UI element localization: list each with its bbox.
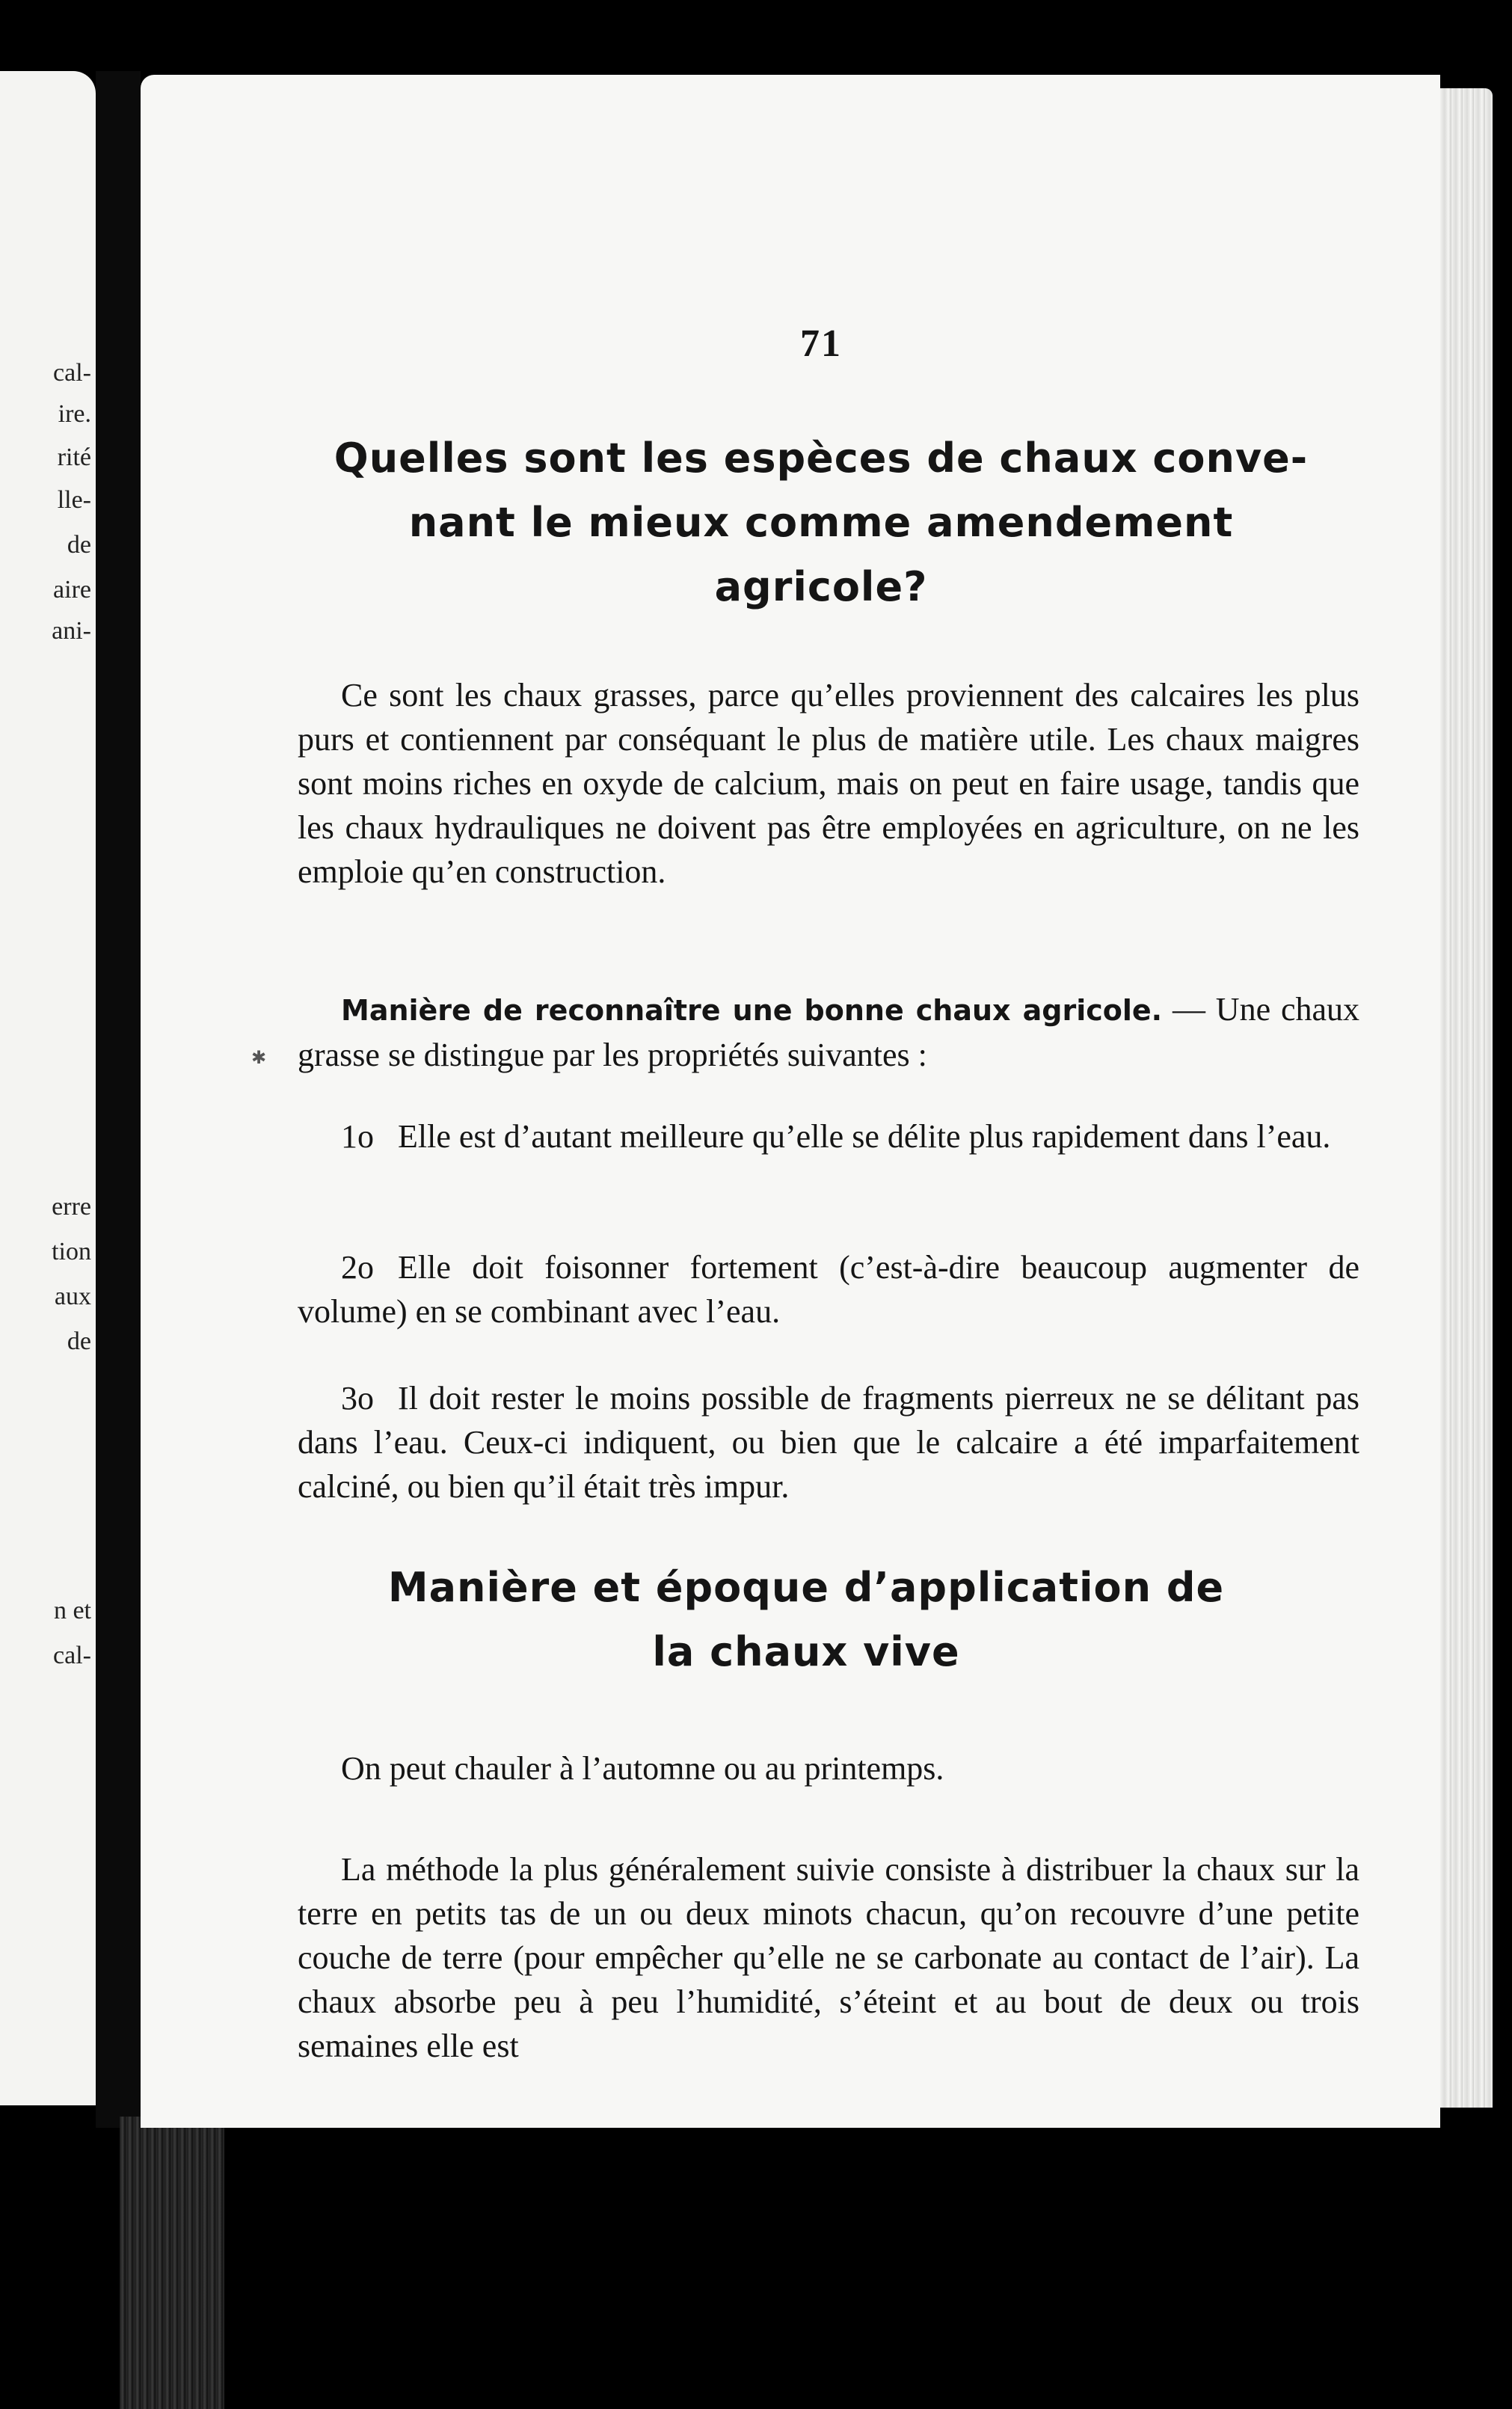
section-heading-application xyxy=(298,1556,1315,1684)
left-page-fragment: ani- xyxy=(52,617,91,645)
left-page-fragment: erre xyxy=(52,1193,91,1221)
paragraph-reconnaitre xyxy=(298,987,1359,1077)
heading-line: la chaux vive xyxy=(652,1628,960,1675)
left-page-fragment: lle- xyxy=(57,486,91,514)
left-page-fragment: tion xyxy=(52,1238,91,1265)
right-page xyxy=(141,75,1440,2128)
book-spine-binding xyxy=(120,2117,224,2409)
list-number: 3o xyxy=(341,1380,374,1417)
paragraph-text: — Une chaux grasse se distingue par les propriétés suivantes : xyxy=(298,991,1359,1073)
list-text: Elle doit foisonner fortement (c’est-à-dire beaucoup augmenter de volume) en se combinant avec l’eau. xyxy=(298,1249,1359,1330)
heading-line: agricole? xyxy=(714,563,928,610)
left-page-fragment: cal- xyxy=(53,359,91,387)
heading-line: Manière et époque d’application de xyxy=(387,1564,1225,1611)
list-item xyxy=(298,1114,1359,1159)
left-page-fragment: de xyxy=(67,1328,91,1355)
page-edges xyxy=(1440,88,1493,2108)
print-speck: ✱ xyxy=(251,1047,267,1068)
heading-line: Quelles sont les espèces de chaux conve- xyxy=(334,435,1309,482)
list-item xyxy=(298,1376,1359,1509)
paragraph-chauler: On peut chauler à l’automne ou au printemps. xyxy=(341,1750,944,1787)
list-item xyxy=(298,1245,1359,1334)
left-page-fragment: aux xyxy=(54,1283,91,1310)
left-page-fragment: cal- xyxy=(53,1642,91,1669)
page-number: 71 xyxy=(800,322,842,365)
left-facing-page xyxy=(0,71,96,2105)
paragraph-methode: La méthode la plus généralement suivie consiste à distribuer la chaux sur la terre en petits tas de un ou deux minots chacun, qu’on recouvre d’une petite couche de terre (pour empêcher qu’elle ne se carbonate au contact de l’air). La chaux absorbe peu à peu l’humidité, s’éteint et au bout de deux ou trois semaines elle est xyxy=(298,1851,1359,2064)
section-heading-chaux-types xyxy=(290,426,1352,619)
heading-line: nant le mieux comme amendement xyxy=(408,499,1234,546)
left-page-fragment: de xyxy=(67,531,91,559)
list-text: Elle est d’autant meilleure qu’elle se délite plus rapidement dans l’eau. xyxy=(398,1118,1331,1155)
run-in-heading: Manière de reconnaître une bonne chaux agricole. xyxy=(341,994,1163,1027)
left-page-fragment: aire xyxy=(53,576,91,604)
list-number: 1o xyxy=(341,1118,374,1155)
paragraph-chaux-grasses: Ce sont les chaux grasses, parce qu’elles proviennent des calcaires les plus purs et contiennent par conséquant le plus de matière utile. Les chaux maigres sont moins riches en oxyde de calcium, mais on peut en faire usage, tandis que les chaux hydrauliques ne doivent pas être employées en agriculture, on ne les emploie qu’en construction. xyxy=(298,677,1359,890)
binding-gutter xyxy=(96,71,141,2128)
list-number: 2o xyxy=(341,1249,374,1286)
left-page-fragment: ire. xyxy=(58,400,91,428)
left-page-fragment: n et xyxy=(53,1597,91,1624)
list-text: Il doit rester le moins possible de fragments pierreux ne se délitant pas dans l’eau. Ceux-ci indiquent, ou bien que le calcaire a été imparfaitement calciné, ou bien qu’il était très impur. xyxy=(298,1380,1359,1505)
left-page-fragment: rité xyxy=(57,444,91,471)
